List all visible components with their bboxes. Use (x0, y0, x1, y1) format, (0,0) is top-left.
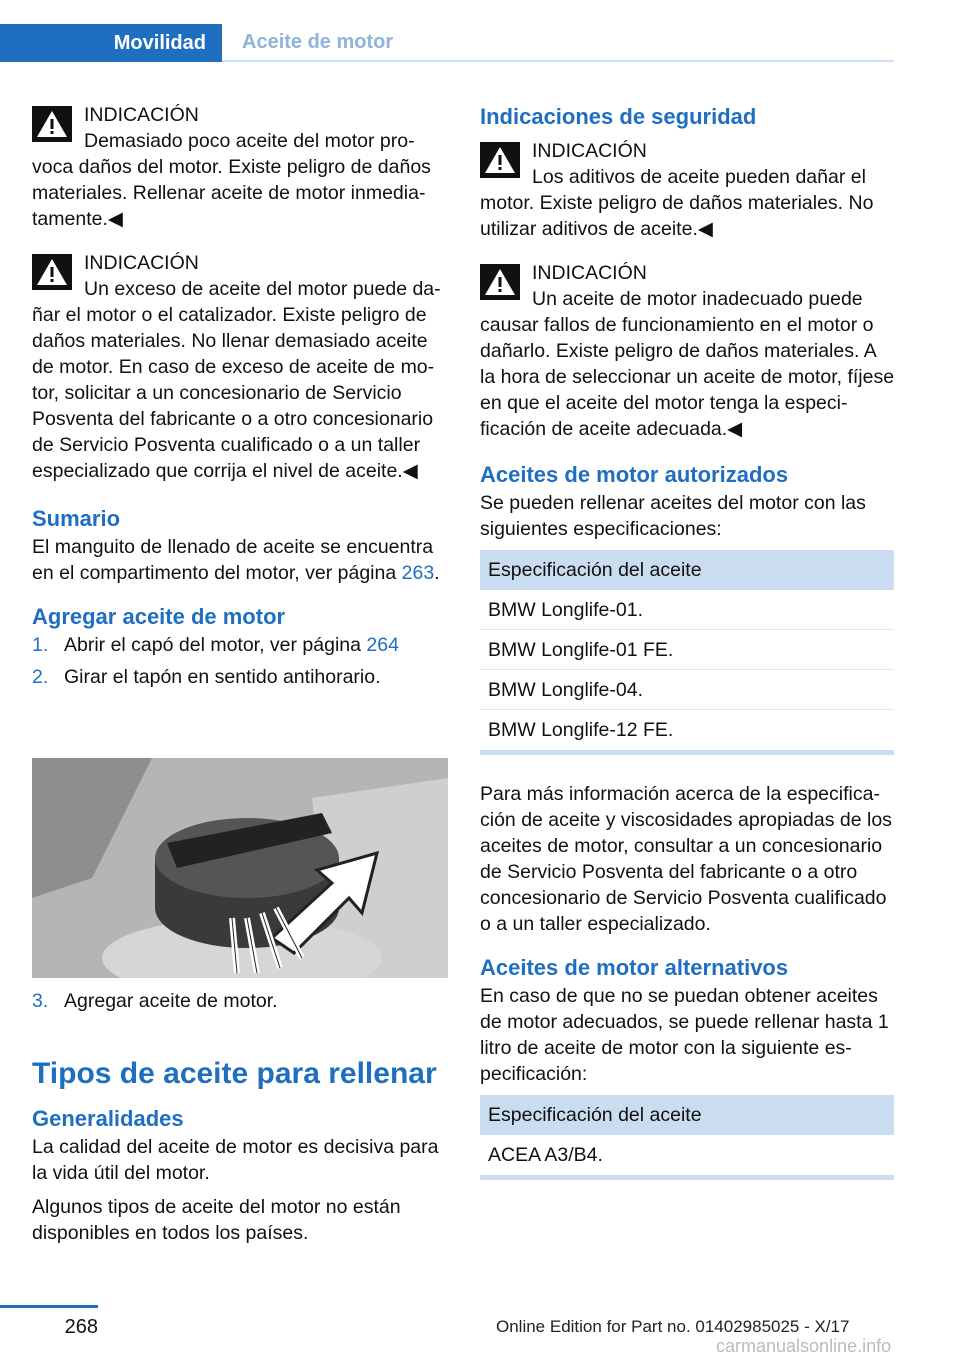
step-text: Girar el tapón en sentido antihorario. (64, 666, 381, 688)
oil-cap-illustration (32, 758, 448, 978)
oil-cap-photo (32, 758, 448, 978)
autorizados-after: Para más información acerca de la especificación de aceite y viscosidades apropiadas de los aceites de motor, consultar a un concesionario de Servicio Posventa del fabricante o a otro concesionario de Servicio Posventa cualificado o a un taller especializado. (480, 783, 892, 935)
step-text: Agregar aceite de motor. (64, 990, 278, 1012)
page-number: 268 (64, 1316, 98, 1338)
heading-tipos: Tipos de aceite para rellenar (32, 1057, 437, 1090)
heading-agregar: Agregar aceite de motor (32, 604, 286, 629)
warning-block (480, 138, 896, 242)
warning-triangle-icon (32, 254, 72, 290)
warning-text: Demasiado poco aceite del motor provoca daños del motor. Existe peligro de daños materiales. Rellenar aceite de motor inmediatamente.◀ (32, 130, 431, 230)
tab-aceite-de-motor[interactable]: Aceite de motor (222, 24, 894, 62)
sumario-text (32, 534, 448, 586)
generalidades-p1: La calidad del aceite de motor es decisiva para la vida útil del motor. (32, 1136, 439, 1184)
heading-autorizados: Aceites de motor autorizados (480, 462, 789, 487)
warning-title: INDICACIÓN (532, 262, 647, 284)
table-row: BMW Longlife-12 FE. (488, 719, 674, 741)
sumario-body: El manguito de llenado de aceite se encuentra en el compartimento del motor, ver página (32, 536, 434, 584)
alternativos-intro: En caso de que no se puedan obtener aceites de motor adecuados, se puede rellenar hasta 1 litro de aceite de motor con la siguiente especificación: (480, 985, 889, 1085)
spec-table-autorizados (480, 550, 894, 755)
warning-text: Un aceite de motor inadecuado puede causar fallos de funcionamiento en el motor o dañarlo. Existe peligro de daños materiales. A la hora de seleccionar un aceite de motor, fíjese en que el aceite del motor tenga la especificación de aceite adecuada.◀ (480, 288, 895, 440)
table-row: BMW Longlife-04. (480, 670, 894, 710)
warning-text: Los aditivos de aceite pueden dañar el motor. Existe peligro de daños materiales. No utilizar aditivos de aceite.◀ (480, 166, 874, 240)
step-number: 3. (32, 990, 49, 1012)
table-header: Especificación del aceite (480, 550, 894, 590)
heading-sumario: Sumario (32, 506, 121, 531)
sumario-tail: . (434, 562, 440, 584)
page-link-263[interactable]: 263 (401, 562, 435, 584)
warning-title: INDICACIÓN (532, 140, 647, 162)
table-row: ACEA A3/B4. (488, 1144, 603, 1166)
warning-triangle-icon (480, 264, 520, 300)
table-end-bar (480, 1175, 894, 1180)
generalidades-p2: Algunos tipos de aceite del motor no están disponibles en todos los países. (32, 1196, 401, 1244)
warning-title: INDICACIÓN (84, 252, 199, 274)
page-link-264[interactable]: 264 (366, 634, 399, 656)
warning-title: INDICACIÓN (84, 104, 199, 126)
tab-movilidad[interactable]: Movilidad (0, 24, 222, 62)
table-header: Especificación del aceite (480, 1095, 894, 1135)
table-row: BMW Longlife-01. (480, 590, 894, 630)
step-item (32, 632, 448, 658)
watermark: carmanualsonline.info (716, 1336, 892, 1356)
warning-block (32, 250, 448, 484)
step-number: 2. (32, 666, 49, 688)
autorizados-intro: Se pueden rellenar aceites del motor con las siguientes especificaciones: (480, 492, 866, 540)
step-item (32, 664, 448, 690)
warning-triangle-icon (32, 106, 72, 142)
warning-triangle-icon (480, 142, 520, 178)
table-end-bar (480, 750, 894, 755)
heading-seguridad: Indicaciones de seguridad (480, 104, 757, 129)
footer-accent-line (0, 1305, 98, 1308)
warning-block (480, 260, 896, 442)
right-column (480, 102, 896, 1180)
spec-table-alternativos (480, 1095, 894, 1180)
warning-text: Un exceso de aceite del motor puede dañar el motor o el catalizador. Existe peligro de daños materiales. No llenar demasiado aceite de motor. En caso de exceso de aceite de motor, solicitar a un concesionario de Servicio Posventa del fabricante o a otro concesionario de Servicio Posventa cualificado o a un taller especializado que corrija el nivel de aceite.◀ (32, 278, 441, 482)
left-column-lower (32, 988, 448, 1246)
heading-generalidades: Generalidades (32, 1106, 184, 1131)
step-item (32, 988, 448, 1014)
edition-text: Online Edition for Part no. 01402985025 - X/17 (496, 1317, 850, 1336)
warning-block (32, 102, 448, 232)
left-column (32, 102, 448, 690)
step-text: Abrir el capó del motor, ver página (64, 634, 367, 656)
heading-alternativos: Aceites de motor alternativos (480, 955, 789, 980)
step-number: 1. (32, 634, 49, 656)
table-row: BMW Longlife-01 FE. (480, 630, 894, 670)
